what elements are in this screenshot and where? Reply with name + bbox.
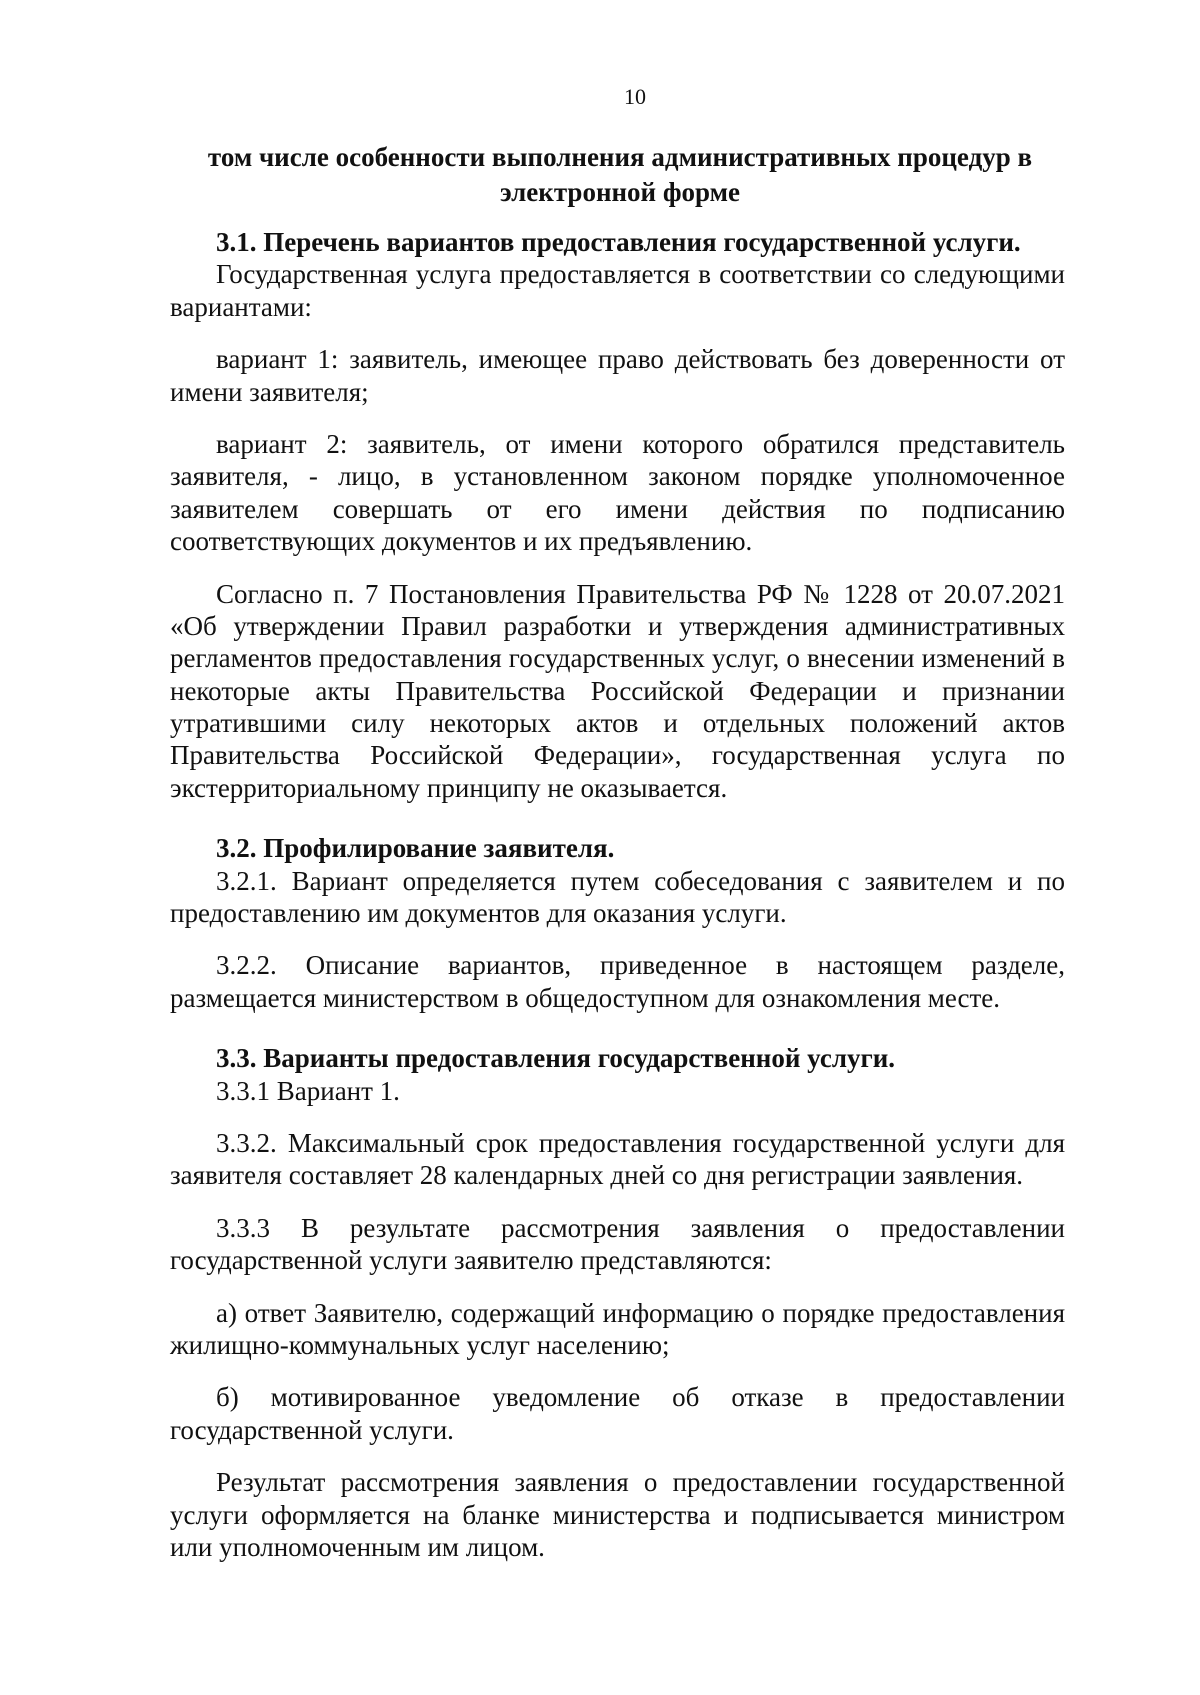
paragraph: 3.3.1 Вариант 1. xyxy=(216,1075,400,1106)
paragraph: 3.2.2. Описание вариантов, приведенное в настоящем разделе, размещается министерством в общедоступном для ознакомления месте. xyxy=(170,950,1065,1013)
page-number: 10 xyxy=(624,84,646,109)
paragraph: Государственная услуга предоставляется в соответствии со следующими вариантами: xyxy=(170,259,1065,322)
paragraph: б) мотивированное уведомление об отказе в предоставлении государственной услуги. xyxy=(170,1382,1065,1445)
section-title-3-2: 3.2. Профилирование заявителя. xyxy=(216,833,615,864)
paragraph: 3.3.2. Максимальный срок предоставления государственной услуги для заявителя составляет 28 календарных дней со дня регистрации заявления. xyxy=(170,1127,1065,1191)
paragraph: 3.3.3 В результате рассмотрения заявления о предоставлении государственной услуги заявителю представляются: xyxy=(170,1212,1065,1276)
section-title-3-3: 3.3. Варианты предоставления государственной услуги. xyxy=(216,1043,896,1074)
paragraph: Результат рассмотрения заявления о предоставлении государственной услуги оформляется на бланке министерства и подписывается министром или уполномоченным им лицом. xyxy=(170,1467,1065,1562)
paragraph: вариант 1: заявитель, имеющее право действовать без доверенности от имени заявителя; xyxy=(170,344,1065,407)
page-heading: том числе особенности выполнения административных процедур в электронной форме xyxy=(207,142,1033,207)
paragraph: а) ответ Заявителю, содержащий информацию о порядке предоставления жилищно-коммунальных услуг населению; xyxy=(170,1297,1065,1360)
paragraph: вариант 2: заявитель, от имени которого обратился представитель заявителя, - лицо, в установленном законом порядке уполномоченное заявителем совершать от его имени действия по подписанию соответствующих документов и их предъявлению. xyxy=(170,428,1065,557)
document-body xyxy=(170,226,1065,1563)
paragraph: Согласно п. 7 Постановления Правительства РФ № 1228 от 20.07.2021 «Об утверждении Правил разработки и утверждения административных регламентов предоставления государственных услуг, о внесении изменений в некоторые акты Правительства Российской Федерации и признании утратившими силу некоторых актов и отдельных положений актов Правительства Российской Федерации», государственная услуга по экстерриториальному принципу не оказывается. xyxy=(170,578,1065,803)
section-title-3-1: 3.1. Перечень вариантов предоставления государственной услуги. xyxy=(216,227,1021,257)
paragraph: 3.2.1. Вариант определяется путем собеседования с заявителем и по предоставлению им документов для оказания услуги. xyxy=(170,865,1065,929)
